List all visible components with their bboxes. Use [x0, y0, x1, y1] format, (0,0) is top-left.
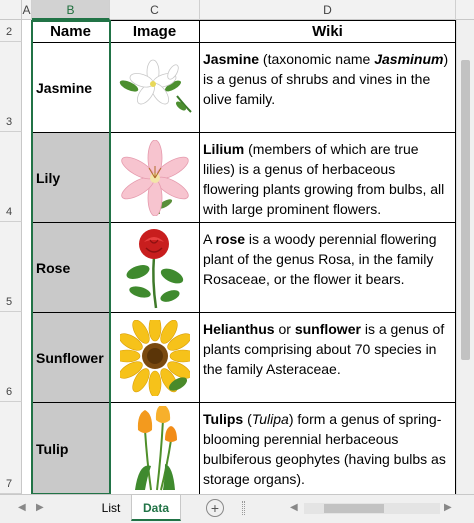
- column-a-cells[interactable]: [22, 20, 32, 494]
- tab-scroll-left-icon[interactable]: ◀: [18, 502, 26, 513]
- tab-list[interactable]: List: [101, 501, 121, 515]
- sunflower-icon: [120, 320, 190, 396]
- wiki-term: Tulips: [203, 411, 244, 427]
- flower-table: [32, 20, 456, 494]
- wiki-text: or: [274, 321, 295, 337]
- name-text: Tulip: [36, 440, 69, 457]
- name-text: Lily: [36, 169, 61, 186]
- image-cell-sunflower[interactable]: [110, 313, 200, 403]
- tulip-flower-icon: [125, 406, 185, 492]
- add-sheet-button[interactable]: +: [206, 499, 224, 517]
- name-cell-rose[interactable]: [32, 223, 110, 313]
- image-cell-tulip[interactable]: [110, 403, 200, 495]
- name-cell-sunflower[interactable]: [32, 313, 110, 403]
- name-cell-tulip[interactable]: [32, 403, 110, 495]
- hscroll-right-icon[interactable]: ▶: [444, 502, 452, 513]
- name-text: Rose: [36, 259, 71, 276]
- sheet-tab-bar: [0, 494, 474, 523]
- column-header-bar: [0, 0, 474, 20]
- wiki-text: A: [203, 231, 216, 247]
- wiki-text: (members of which are true lilies) is a genus of herbaceous flowering plants growing from bulbs, all with large prominent flowers.: [203, 141, 445, 217]
- vertical-scrollbar[interactable]: [456, 20, 474, 494]
- wiki-term: sunflower: [294, 321, 361, 337]
- wiki-text: ) form a genus of spring-blooming perennial herbaceous bulbiferous geophytes (having bulbs as storage organs).: [203, 411, 446, 487]
- row-header-3[interactable]: 3: [0, 42, 22, 132]
- wiki-term: Jasmine: [203, 51, 260, 67]
- name-cell-lily[interactable]: [32, 133, 110, 223]
- column-header-c[interactable]: C: [110, 0, 200, 20]
- vertical-scroll-thumb[interactable]: [461, 60, 470, 360]
- header-wiki[interactable]: Wiki: [200, 21, 456, 43]
- wiki-term-italic: Jasminum: [374, 51, 444, 67]
- horizontal-scrollbar[interactable]: [304, 503, 440, 514]
- tab-splitter-handle[interactable]: [242, 501, 245, 515]
- wiki-text: is a genus of plants comprising about 70 species in the family Asteraceae.: [203, 321, 445, 377]
- column-header-a[interactable]: A: [22, 0, 32, 20]
- wiki-term: rose: [215, 231, 246, 247]
- wiki-cell-tulip[interactable]: [200, 403, 456, 495]
- wiki-cell-rose[interactable]: [200, 223, 456, 313]
- row-header-7[interactable]: 7: [0, 402, 22, 494]
- header-image[interactable]: Image: [110, 21, 200, 43]
- wiki-text: is a woody perennial flowering plant of the genus Rosa, in the family Rosaceae, or the flower it bears.: [203, 231, 437, 287]
- header-name[interactable]: Name: [32, 21, 110, 43]
- wiki-text: (: [243, 411, 252, 427]
- row-header-6[interactable]: 6: [0, 312, 22, 402]
- row-header-2[interactable]: 2: [0, 20, 22, 42]
- image-cell-jasmine[interactable]: [110, 43, 200, 133]
- name-text: Jasmine: [36, 79, 93, 96]
- jasmine-flower-icon: [115, 56, 195, 120]
- lily-flower-icon: [115, 140, 195, 216]
- tab-data[interactable]: Data: [131, 495, 181, 521]
- wiki-text: (taxonomic name: [259, 51, 375, 67]
- row-header-4[interactable]: 4: [0, 132, 22, 222]
- horizontal-scroll-thumb[interactable]: [324, 504, 384, 513]
- select-all-corner[interactable]: [0, 0, 22, 20]
- rose-flower-icon: [120, 226, 190, 310]
- row-header-5[interactable]: 5: [0, 222, 22, 312]
- wiki-term: Lilium: [203, 141, 245, 157]
- tab-scroll-right-icon[interactable]: ▶: [36, 502, 44, 513]
- wiki-term: Helianthus: [203, 321, 275, 337]
- wiki-text: ) is a genus of shrubs and vines in the olive family.: [203, 51, 449, 107]
- image-cell-rose[interactable]: [110, 223, 200, 313]
- wiki-cell-sunflower[interactable]: [200, 313, 456, 403]
- wiki-cell-lily[interactable]: [200, 133, 456, 223]
- wiki-cell-jasmine[interactable]: [200, 43, 456, 133]
- column-header-d[interactable]: D: [200, 0, 456, 20]
- name-text: Sunflower: [36, 349, 104, 366]
- image-cell-lily[interactable]: [110, 133, 200, 223]
- hscroll-left-icon[interactable]: ◀: [290, 502, 298, 513]
- name-cell-jasmine[interactable]: [32, 43, 110, 133]
- wiki-term-italic: Tulipa: [251, 411, 289, 427]
- column-header-b[interactable]: B: [32, 0, 110, 20]
